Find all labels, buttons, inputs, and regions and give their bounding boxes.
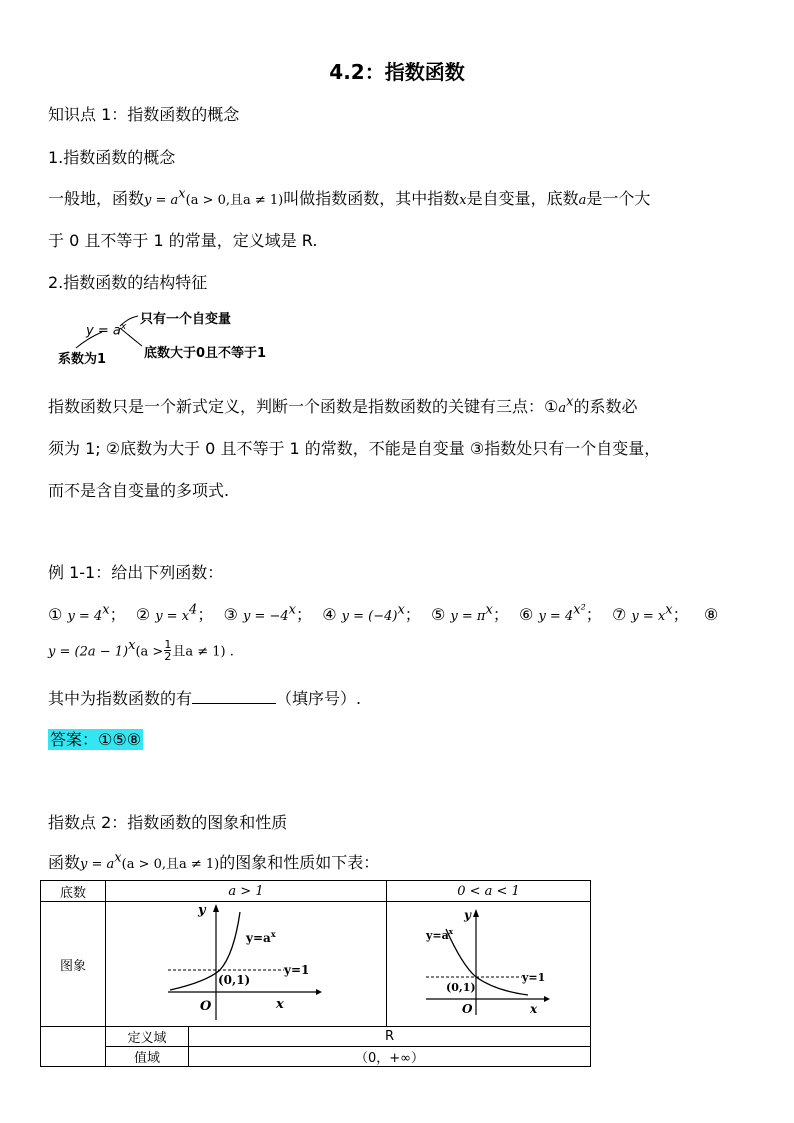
example-functions-row bbox=[48, 602, 748, 625]
row-domain-label: 定义域 bbox=[106, 1027, 189, 1047]
graph1-point-label: (0,1) bbox=[218, 973, 251, 987]
row-range-label: 值域 bbox=[106, 1047, 189, 1067]
structure-subheading: 2.指数函数的结构特征 bbox=[48, 273, 208, 292]
row-domain-value: R bbox=[189, 1027, 591, 1047]
example-item-3: ③ $y = -4^x$； bbox=[223, 602, 312, 624]
definition-line-2: 于 0 且不等于 1 的常量，定义域是 R. bbox=[48, 231, 318, 250]
example-item-2: ② $y = x^4$； bbox=[135, 602, 214, 624]
structure-top-label: 只有一个自变量 bbox=[140, 312, 232, 327]
graph1-xlabel: x bbox=[276, 997, 284, 1012]
header-a-gt-1: a > 1 bbox=[106, 881, 387, 902]
fraction-one-half: $\frac{1}{2}$ bbox=[164, 638, 172, 664]
header-base: 底数 bbox=[41, 881, 106, 902]
section2-intro: 函数$y = a^x(a > 0$,且a ≠ 1)的图象和性质如下表： bbox=[48, 850, 380, 872]
example-heading: 例 1-1：给出下列函数： bbox=[48, 563, 224, 582]
example-item-8: $y = (2a - 1)^x(a$ > $\frac{1}{2}$ 且a ≠ 1) . bbox=[48, 638, 234, 664]
example-item-4: ④ $y = (-4)^x$； bbox=[322, 602, 421, 624]
graph-increasing bbox=[166, 902, 326, 1022]
example-question: 其中为指数函数的有 （填序号）. bbox=[48, 689, 362, 708]
header-a-lt-1: 0 < a < 1 bbox=[387, 881, 591, 902]
example-item-8-num: ⑧ bbox=[703, 605, 719, 624]
graph2-ylabel: y bbox=[463, 908, 471, 922]
graph-a-lt-1 bbox=[387, 902, 591, 1027]
example-item-6: ⑥ $y = 4^{x^2}$； bbox=[519, 602, 602, 624]
graph-decreasing bbox=[424, 907, 554, 1017]
structure-diagram bbox=[48, 304, 278, 366]
graph-a-gt-1 bbox=[106, 902, 387, 1027]
concept-subheading: 1.指数函数的概念 bbox=[48, 148, 176, 167]
answer-blank bbox=[192, 689, 276, 704]
graph2-curve-label: $y=a^x$ bbox=[425, 927, 453, 942]
graph1-curve-label: $y=a^x$ bbox=[246, 929, 276, 945]
example-answer: 答案：①⑤⑧ bbox=[50, 730, 142, 749]
example-item-7: ⑦ $y = x^x$； bbox=[611, 602, 689, 624]
graph2-line-label: y=1 bbox=[521, 971, 545, 984]
graph1-line-label: y=1 bbox=[284, 963, 310, 977]
structure-formula: $y = a^x$ bbox=[86, 322, 127, 339]
key-points-line-3: 而不是含自变量的多项式. bbox=[48, 481, 230, 500]
row-graph-label: 图象 bbox=[41, 902, 106, 1027]
graph2-point-label: (0,1) bbox=[445, 981, 476, 994]
graph1-origin: O bbox=[200, 999, 212, 1014]
definition-line-1: 一般地，函数$y = a^x(a > 0$,且a ≠ 1)叫做指数函数，其中指数x是自变量，底数a是一个大 bbox=[48, 186, 651, 208]
structure-right-label: 底数大于0且不等于1 bbox=[144, 346, 267, 361]
properties-label-cell bbox=[41, 1027, 106, 1067]
graph1-ylabel: y bbox=[198, 903, 206, 918]
key-points-line-1: 指数函数只是一个新式定义，判断一个函数是指数函数的关键有三点：$①a^x$的系数必 bbox=[48, 394, 638, 416]
key-points-line-2: 须为 1; ②底数为大于 0 且不等于 1 的常数，不能是自变量 ③指数处只有一个自变量， bbox=[48, 439, 661, 458]
example-item-5: ⑤ $y = \pi^x$； bbox=[430, 602, 509, 624]
properties-table bbox=[40, 880, 591, 1067]
structure-left-label: 系数为1 bbox=[58, 352, 107, 367]
section1-heading: 知识点 1：指数函数的概念 bbox=[48, 105, 240, 124]
graph2-origin: O bbox=[461, 1002, 472, 1016]
page-title: 4.2：指数函数 bbox=[329, 60, 465, 84]
row-range-value: （0，+∞） bbox=[189, 1047, 591, 1067]
section2-heading: 指数点 2：指数函数的图象和性质 bbox=[48, 813, 288, 832]
example-item-1: ① $y = 4^x$； bbox=[48, 602, 126, 624]
graph2-xlabel: x bbox=[529, 1002, 537, 1016]
